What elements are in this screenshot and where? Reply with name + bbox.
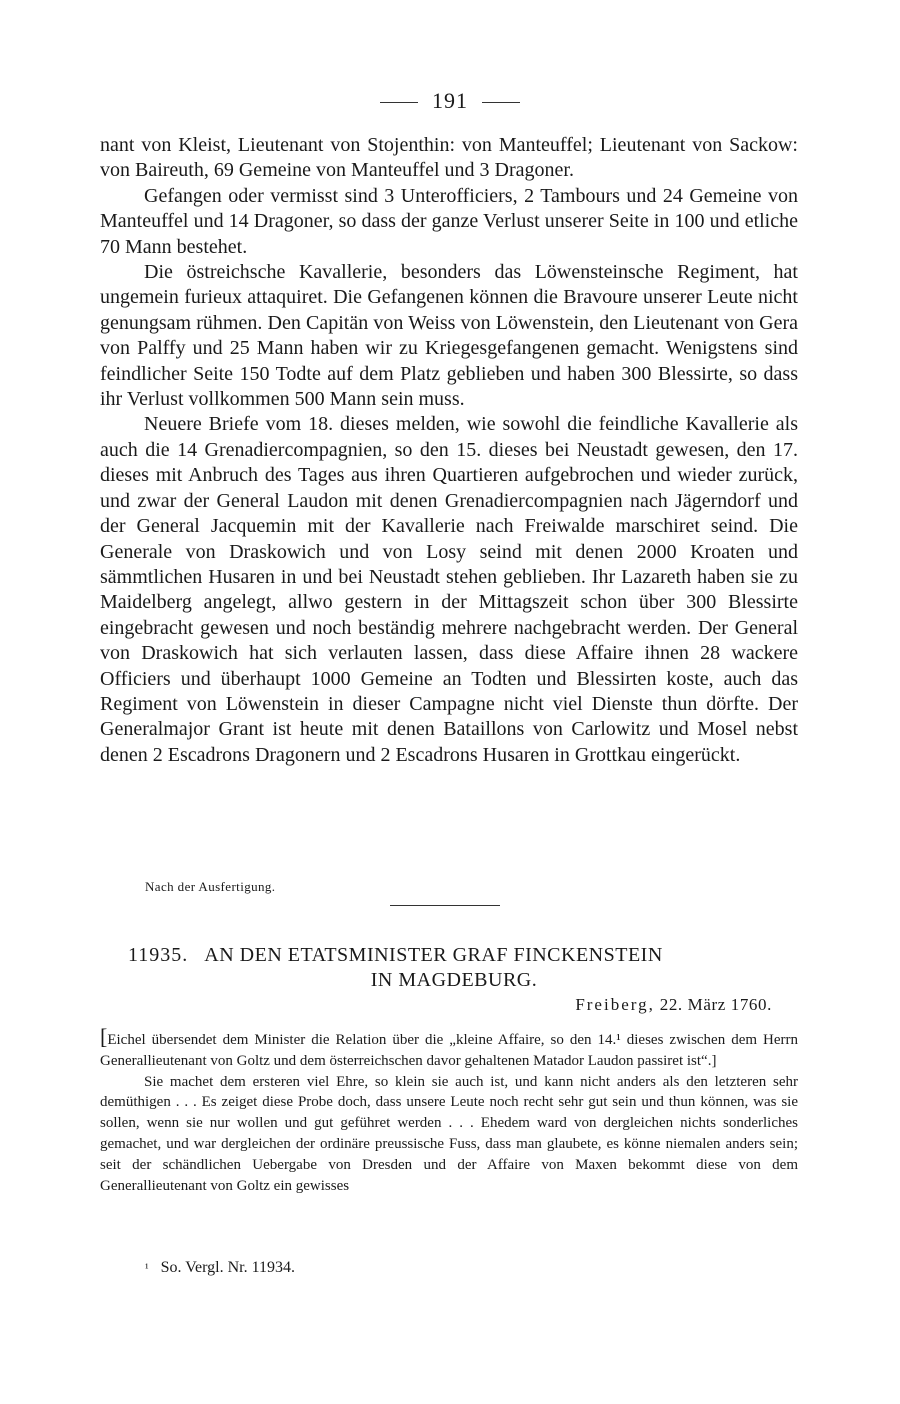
editorial-note <box>100 1024 798 1072</box>
page-number-left-rule <box>380 102 418 103</box>
body-paragraph: Die östreichsche Kavallerie, besonders das Löwensteinsche Regiment, hat ungemein furieux attaquiret. Die Gefangenen können die Bravoure unserer Leute nicht genungsam rühmen. Den Capitän von Weiss von Löwenstein, den Lieutenant von Gera von Palffy und 25 Mann haben wir zu Kriegesgefangenen gemacht. Wenigstens sind feindlicher Seite 150 Todte auf dem Platz geblieben und haben 300 Blessirte, so dass ihr Verlust vollkommen 500 Mann sein muss. <box>100 261 798 411</box>
editorial-note-text: Eichel übersendet dem Minister die Relation über die „kleine Affaire, so den 14.¹ dieses zwischen dem Herrn Generallieutenant von Goltz und dem österreichschen davor gehaltenen Matador Laudon passiret ist“.] <box>100 1032 798 1069</box>
body-paragraph: nant von Kleist, Lieutenant von Stojenthin: von Manteuffel; Lieutenant von Sackow: von Baireuth, 69 Gemeine von Manteuffel und 3 Dragoner. <box>100 134 798 182</box>
document-heading <box>100 943 798 993</box>
body-paragraph: Neuere Briefe vom 18. dieses melden, wie sowohl die feindliche Kavallerie als auch die 14 Grenadiercompagnien, so den 15. dieses bei Neustadt gewesen, den 17. dieses mit Anbruch des Tages aus ihren Quartieren aufgebrochen und wieder zurück, und zwar der General Laudon mit denen Grenadiercompagnien nach Jägerndorf und der General Jacquemin mit der Kavallerie nach Freiwalde marschiret seind. Die Generale von Draskowich und von Losy seind mit denen 2000 Kroaten und sämmtlichen Husaren in und bei Neustadt stehen geblieben. Ihr Lazareth haben sie zu Maidelberg angelegt, allwo gestern in der Mittagszeit schon über 300 Blessirte eingebracht gewesen und noch beständig mehrere nachgebracht werden. Der General von Draskowich hat sich verlauten lassen, dass diese Affaire ihnen 28 wackere Officiers und überhaupt 1000 Gemeine an Todten und Blessirten koste, auch das Regiment von Löwenstein in dieser Campagne nicht viel Dienste thun dörfte. Der Generalmajor Grant ist heute mit denen Bataillons von Carlowitz und Mosel nebst denen 2 Escadrons Dragonern und 2 Escadrons Husaren in Grottkau eingerückt. <box>100 413 798 766</box>
footnote-mark: ¹ <box>145 1261 149 1275</box>
dateline-place: Freiberg, <box>575 995 655 1014</box>
dateline-date: 22. März 1760. <box>659 995 772 1014</box>
source-note: Nach der Ausfertigung. <box>145 879 276 894</box>
document-location: IN MAGDEBURG. <box>370 969 538 991</box>
report-body <box>100 133 798 768</box>
page-number-text: 191 <box>432 88 468 113</box>
dateline <box>575 995 772 1015</box>
letter-paragraph: Sie machet dem ersteren viel Ehre, so klein sie auch ist, und kann nicht anders als den letzteren sehr demüthigen . . . Es zeiget diese Probe doch, dass unsere Leute noch recht sehr gut sein und thun können, was sie sollen, wenn sie nur wollen und gut geführet werden . . . Ehedem ward von dergleichen nichts sonderliches gemachet, und war dergleichen der ordinäre preussische Fuss, dass man glaubete, es könne niemalen anders sein; seit der schändlichen Uebergabe von Dresden und der Affaire von Maxen bekommt diese von dem Generallieutenant von Goltz ein gewisses <box>100 1073 798 1194</box>
body-paragraph: Gefangen oder vermisst sind 3 Unterofficiers, 2 Tambours und 24 Gemeine von Manteuffel und 14 Dragoner, so dass der ganze Verlust unserer Seite in 100 und etliche 70 Mann bestehet. <box>100 184 798 258</box>
document-number: 11935. <box>128 944 189 966</box>
document-heading-line1 <box>100 943 798 968</box>
page-number <box>0 88 900 114</box>
editorial-bracket: [ <box>100 1024 108 1049</box>
page-number-right-rule <box>482 102 520 103</box>
letter-body <box>100 1024 798 1196</box>
document-addressee: AN DEN ETATSMINISTER GRAF FINCKENSTEIN <box>204 944 663 966</box>
footnote <box>145 1259 295 1277</box>
section-divider <box>390 905 500 906</box>
footnote-text: So. Vergl. Nr. 11934. <box>160 1259 295 1276</box>
